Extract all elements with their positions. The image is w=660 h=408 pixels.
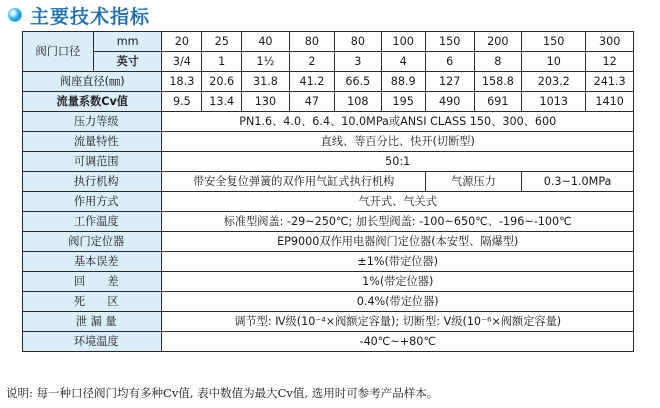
row-range xyxy=(23,152,634,172)
row-basic-error xyxy=(23,252,634,272)
blue-circle-bullet-icon xyxy=(8,8,22,22)
mm-cell: 200 xyxy=(474,32,522,52)
cv-cell: 195 xyxy=(381,92,425,112)
cv-cell: 490 xyxy=(425,92,474,112)
inch-cell: 1 xyxy=(202,52,242,72)
row-label: 回 差 xyxy=(23,272,162,292)
row-label: 基本误差 xyxy=(23,252,162,272)
size-label: 阀门口径 xyxy=(23,32,94,72)
inch-cell: 3/4 xyxy=(162,52,202,72)
cv-cell: 1410 xyxy=(586,92,634,112)
cv-label: 流量系数Cv值 xyxy=(23,92,162,112)
inch-cell: 2 xyxy=(289,52,334,72)
seat-cell: 18.3 xyxy=(162,72,202,92)
row-label: 阀门定位器 xyxy=(23,232,162,252)
inch-cell: 10 xyxy=(522,52,586,72)
unit-mm: mm xyxy=(93,32,162,52)
mm-cell: 150 xyxy=(522,32,586,52)
seat-cell: 66.5 xyxy=(335,72,381,92)
seat-cell: 241.3 xyxy=(586,72,634,92)
row-flow-characteristic xyxy=(23,132,634,152)
footnote: 说明: 每一种口径阀门均有多种Cv值, 表中数值为最大Cv值, 选用时可参考产品样本。 xyxy=(6,386,439,400)
seat-cell: 41.2 xyxy=(289,72,334,92)
row-value: 调节型: Ⅳ级(10⁻⁴×阀额定容量); 切断型: Ⅴ级(10⁻⁶×阀额定容量) xyxy=(162,312,634,332)
seat-label: 阀座直径(㎜) xyxy=(23,72,162,92)
mm-cell: 100 xyxy=(381,32,425,52)
row-label: 流量特性 xyxy=(23,132,162,152)
mm-cell: 300 xyxy=(586,32,634,52)
row-label: 执行机构 xyxy=(23,172,162,192)
spec-table xyxy=(22,31,634,352)
row-hysteresis xyxy=(23,272,634,292)
row-value: -40℃~+80℃ xyxy=(162,332,634,352)
row-value: 直线、等百分比、快开(切断型) xyxy=(162,132,634,152)
seat-cell: 158.8 xyxy=(474,72,522,92)
row-label: 工作温度 xyxy=(23,212,162,232)
row-leakage xyxy=(23,312,634,332)
section-title: 主要技术指标 xyxy=(30,5,151,28)
mm-cell: 80 xyxy=(289,32,334,52)
mm-cell: 25 xyxy=(202,32,242,52)
inch-cell: 3 xyxy=(335,52,381,72)
mm-cell: 40 xyxy=(242,32,290,52)
cv-cell: 108 xyxy=(335,92,381,112)
air-pressure-label: 气源压力 xyxy=(425,172,521,192)
row-value: 标准型阀盖: -29~250℃; 加长型阀盖: -100~650℃、-196~-100℃ xyxy=(162,212,634,232)
unit-inch: 英寸 xyxy=(93,52,162,72)
inch-cell: 1½ xyxy=(242,52,290,72)
row-size-inch xyxy=(23,52,634,72)
seat-cell: 203.2 xyxy=(522,72,586,92)
row-label: 压力等级 xyxy=(23,112,162,132)
seat-cell: 31.8 xyxy=(242,72,290,92)
cv-cell: 691 xyxy=(474,92,522,112)
row-label: 泄 漏 量 xyxy=(23,312,162,332)
row-value: EP9000双作用电器阀门定位器(本安型、隔爆型) xyxy=(162,232,634,252)
row-action xyxy=(23,192,634,212)
row-value: 0.4%(带定位器) xyxy=(162,292,634,312)
cv-cell: 9.5 xyxy=(162,92,202,112)
row-dead-band xyxy=(23,292,634,312)
air-pressure-value: 0.3~1.0MPa xyxy=(522,172,634,192)
row-value: ±1%(带定位器) xyxy=(162,252,634,272)
row-value: PN1.6、4.0、6.4、10.0MPa或ANSI CLASS 150、300、600 xyxy=(162,112,634,132)
mm-cell: 150 xyxy=(425,32,474,52)
seat-cell: 127 xyxy=(425,72,474,92)
row-seat-diameter xyxy=(23,72,634,92)
inch-cell: 4 xyxy=(381,52,425,72)
row-label: 死 区 xyxy=(23,292,162,312)
row-label: 作用方式 xyxy=(23,192,162,212)
section-header xyxy=(8,4,150,26)
row-working-temp xyxy=(23,212,634,232)
row-positioner xyxy=(23,232,634,252)
row-cv xyxy=(23,92,634,112)
seat-cell: 20.6 xyxy=(202,72,242,92)
inch-cell: 6 xyxy=(425,52,474,72)
cv-cell: 13.4 xyxy=(202,92,242,112)
inch-cell: 12 xyxy=(586,52,634,72)
row-pressure xyxy=(23,112,634,132)
inch-cell: 8 xyxy=(474,52,522,72)
seat-cell: 88.9 xyxy=(381,72,425,92)
row-value: 带安全复位弹簧的双作用气缸式执行机构 xyxy=(162,172,425,192)
row-size-mm xyxy=(23,32,634,52)
row-value: 50:1 xyxy=(162,152,634,172)
cv-cell: 47 xyxy=(289,92,334,112)
row-label: 环境温度 xyxy=(23,332,162,352)
cv-cell: 130 xyxy=(242,92,290,112)
row-ambient-temp xyxy=(23,332,634,352)
row-value: 气开式、气关式 xyxy=(162,192,634,212)
mm-cell: 20 xyxy=(162,32,202,52)
mm-cell: 80 xyxy=(335,32,381,52)
row-label: 可调范围 xyxy=(23,152,162,172)
cv-cell: 1013 xyxy=(522,92,586,112)
row-value: 1%(带定位器) xyxy=(162,272,634,292)
row-actuator xyxy=(23,172,634,192)
